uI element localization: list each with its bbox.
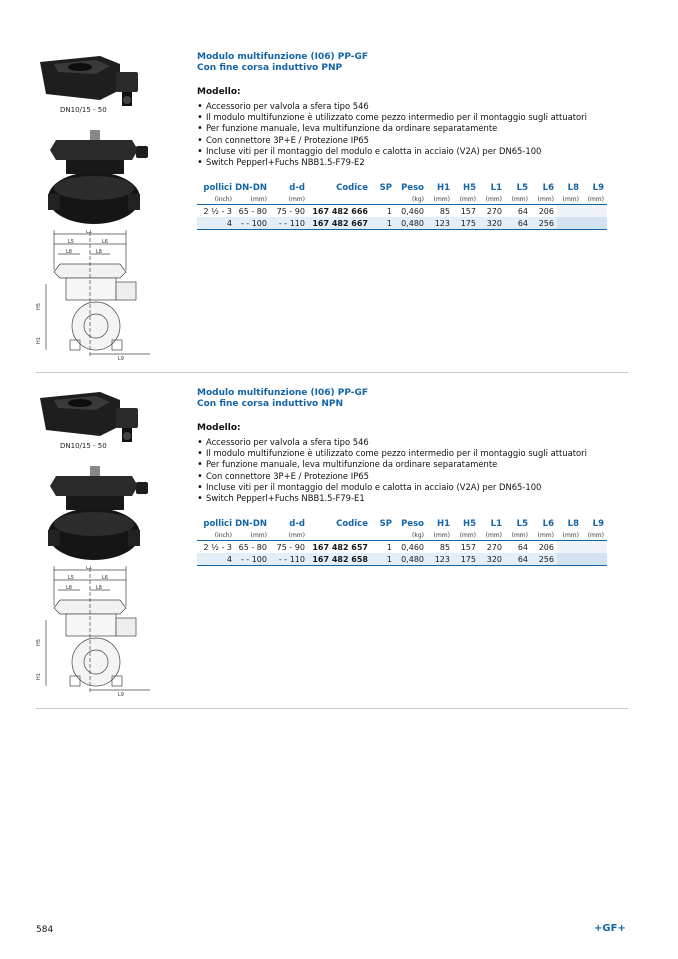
unit-cell [371, 194, 395, 205]
dim-label-l8b: L8 [96, 249, 102, 255]
column-header: DN-DN [235, 183, 267, 193]
unit-cell: (mm) [235, 194, 270, 205]
table-cell: 1 [386, 206, 392, 216]
table-row [197, 541, 607, 554]
table-cell: 320 [479, 217, 505, 230]
table-cell: - - 100 [235, 217, 270, 230]
unit-cell: (mm) [270, 530, 308, 541]
table-cell: 75 - 90 [276, 206, 305, 216]
column-header: L6 [542, 519, 554, 529]
table-unit-row [197, 194, 607, 205]
table-cell: 256 [531, 217, 557, 230]
column-header: Codice [336, 183, 368, 193]
table-cell: 65 - 80 [238, 542, 267, 552]
table-cell: 157 [460, 206, 476, 216]
dim-label-l9: L9 [118, 692, 124, 696]
table-cell: 1 [371, 217, 395, 230]
spec-table [197, 182, 607, 230]
table-cell: 0,460 [401, 206, 424, 216]
photo-caption: DN10/15 - 50 [60, 106, 107, 114]
table-cell: - - 110 [270, 553, 308, 566]
dim-label-l1: L1 [86, 566, 92, 571]
column-header: L8 [567, 519, 579, 529]
table-cell: 2 ½ - 3 [203, 206, 232, 216]
unit-cell: (kg) [395, 530, 427, 541]
dim-label-h1: H1 [36, 673, 42, 680]
column-header: d-d [289, 183, 305, 193]
table-cell: - - 100 [235, 553, 270, 566]
column-header: H5 [462, 183, 476, 193]
list-item: • Il modulo multifunzione è utilizzato come pezzo intermedio per il montaggio sugli attuatori [197, 448, 587, 459]
product-title [197, 388, 368, 410]
table-cell: 206 [538, 542, 554, 552]
dim-label-l9: L9 [118, 356, 124, 360]
table-row [197, 205, 607, 218]
unit-cell: (inch) [197, 194, 235, 205]
unit-cell: (mm) [557, 530, 582, 541]
table-cell: 64 [505, 217, 531, 230]
table-cell [582, 541, 607, 554]
unit-cell: (mm) [582, 194, 607, 205]
table-cell: 65 - 80 [238, 206, 267, 216]
column-header: H1 [436, 519, 450, 529]
table-cell: 4 [197, 553, 235, 566]
table-cell [557, 541, 582, 554]
table-cell: 157 [460, 542, 476, 552]
unit-cell: (mm) [453, 194, 479, 205]
table-cell: 1 [386, 542, 392, 552]
unit-cell [371, 530, 395, 541]
module-photo [36, 386, 146, 448]
dim-label-l8: L8 [66, 585, 72, 591]
table-cell: 64 [517, 206, 528, 216]
title-line-2: Con fine corsa induttivo PNP [197, 63, 343, 73]
table-header-row [197, 518, 607, 530]
table-header-row [197, 182, 607, 194]
unit-cell: (mm) [505, 530, 531, 541]
table-cell [582, 553, 607, 566]
model-label: Modello: [197, 423, 241, 433]
dim-label-l5: L5 [68, 575, 74, 581]
product-title [197, 52, 368, 74]
table-cell: 0,480 [395, 217, 427, 230]
column-header: H1 [436, 183, 450, 193]
unit-cell: (mm) [557, 194, 582, 205]
unit-cell: (mm) [427, 530, 453, 541]
list-item: • Con connettore 3P+E / Protezione IP65 [197, 135, 587, 146]
unit-cell: (mm) [531, 530, 557, 541]
title-line-2: Con fine corsa induttivo NPN [197, 399, 344, 409]
dim-label-l6: L6 [102, 239, 108, 245]
feature-list [197, 101, 587, 168]
dim-label-l8: L8 [66, 249, 72, 255]
column-header: L9 [592, 519, 604, 529]
unit-cell: (mm) [531, 194, 557, 205]
spec-table [197, 518, 607, 566]
feature-list [197, 437, 587, 504]
table-cell: 85 [439, 542, 450, 552]
list-item: • Incluse viti per il montaggio del modulo e calotta in acciaio (V2A) per DN65-100 [197, 146, 587, 157]
table-row [197, 217, 607, 230]
column-header: Peso [401, 519, 424, 529]
unit-cell: (mm) [505, 194, 531, 205]
product-section-pnp [0, 40, 678, 380]
list-item: • Il modulo multifunzione è utilizzato come pezzo intermedio per il montaggio sugli attuatori [197, 112, 587, 123]
product-code: 167 482 666 [312, 206, 368, 216]
table-cell: 206 [538, 206, 554, 216]
dim-label-l6: L6 [102, 575, 108, 581]
column-header: SP [379, 183, 392, 193]
product-code: 167 482 658 [308, 553, 371, 566]
list-item: • Switch Pepperl+Fuchs NBB1.5-F79-E2 [197, 157, 587, 168]
table-cell: 123 [427, 553, 453, 566]
unit-cell: (mm) [235, 530, 270, 541]
table-row [197, 553, 607, 566]
photo-caption: DN10/15 - 50 [60, 442, 107, 450]
dim-label-h5: H5 [36, 639, 42, 646]
table-cell: 320 [479, 553, 505, 566]
unit-cell [308, 530, 371, 541]
unit-cell: (mm) [427, 194, 453, 205]
module-photo [36, 50, 146, 112]
table-cell: 270 [486, 206, 502, 216]
table-cell: 64 [505, 553, 531, 566]
section-divider [36, 708, 628, 709]
table-cell [557, 217, 582, 230]
column-header: L1 [490, 519, 502, 529]
unit-cell: (mm) [479, 194, 505, 205]
dim-label-l5: L5 [68, 239, 74, 245]
unit-cell: (inch) [197, 530, 235, 541]
model-label: Modello: [197, 87, 241, 97]
column-header: L8 [567, 183, 579, 193]
column-header: L6 [542, 183, 554, 193]
table-cell: 123 [427, 217, 453, 230]
valve-photo [42, 128, 152, 232]
table-cell: 4 [197, 217, 235, 230]
column-header: H5 [462, 519, 476, 529]
section-divider [36, 372, 628, 373]
unit-cell: (mm) [479, 530, 505, 541]
column-header: d-d [289, 519, 305, 529]
table-cell: 270 [486, 542, 502, 552]
table-cell: 2 ½ - 3 [203, 542, 232, 552]
column-header: L9 [592, 183, 604, 193]
table-unit-row [197, 530, 607, 541]
table-cell [557, 205, 582, 218]
column-header: pollici [203, 519, 232, 529]
list-item: • Incluse viti per il montaggio del modulo e calotta in acciaio (V2A) per DN65-100 [197, 482, 587, 493]
unit-cell: (kg) [395, 194, 427, 205]
dimension-drawing [30, 566, 152, 696]
table-cell [582, 205, 607, 218]
column-header: Peso [401, 183, 424, 193]
column-header: DN-DN [235, 519, 267, 529]
table-cell: - - 110 [270, 217, 308, 230]
brand-logo: +GF+ [594, 923, 626, 934]
list-item: • Switch Pepperl+Fuchs NBB1.5-F79-E1 [197, 493, 587, 504]
valve-photo [42, 464, 152, 568]
column-header: SP [379, 519, 392, 529]
unit-cell: (mm) [453, 530, 479, 541]
table-cell: 75 - 90 [276, 542, 305, 552]
dim-label-l1: L1 [86, 230, 92, 235]
table-cell: 85 [439, 206, 450, 216]
unit-cell: (mm) [582, 530, 607, 541]
table-cell: 175 [453, 217, 479, 230]
product-code: 167 482 657 [312, 542, 368, 552]
table-cell: 256 [531, 553, 557, 566]
list-item: • Accessorio per valvola a sfera tipo 546 [197, 101, 587, 112]
column-header: L5 [516, 183, 528, 193]
table-cell: 0,480 [395, 553, 427, 566]
list-item: • Con connettore 3P+E / Protezione IP65 [197, 471, 587, 482]
title-line-1: Modulo multifunzione (I06) PP-GF [197, 388, 369, 398]
product-code: 167 482 667 [308, 217, 371, 230]
column-header: L5 [516, 519, 528, 529]
table-cell: 0,460 [401, 542, 424, 552]
table-cell [557, 553, 582, 566]
table-cell: 64 [517, 542, 528, 552]
unit-cell: (mm) [270, 194, 308, 205]
product-section-npn [0, 376, 678, 716]
table-cell: 1 [371, 553, 395, 566]
dim-label-l8b: L8 [96, 585, 102, 591]
list-item: • Accessorio per valvola a sfera tipo 546 [197, 437, 587, 448]
list-item: • Per funzione manuale, leva multifunzione da ordinare separatamente [197, 123, 587, 134]
title-line-1: Modulo multifunzione (I06) PP-GF [197, 52, 369, 62]
table-cell [582, 217, 607, 230]
dim-label-h1: H1 [36, 337, 42, 344]
page-number: 584 [36, 925, 54, 935]
unit-cell [308, 194, 371, 205]
column-header: L1 [490, 183, 502, 193]
column-header: pollici [203, 183, 232, 193]
dimension-drawing [30, 230, 152, 360]
column-header: Codice [336, 519, 368, 529]
dim-label-h5: H5 [36, 303, 42, 310]
table-cell: 175 [453, 553, 479, 566]
list-item: • Per funzione manuale, leva multifunzione da ordinare separatamente [197, 459, 587, 470]
